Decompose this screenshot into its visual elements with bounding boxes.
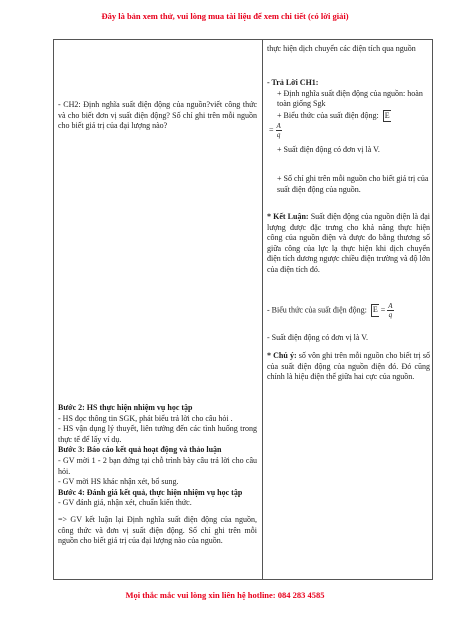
- expression-eq: =: [380, 305, 386, 315]
- expression-fraction: [387, 302, 393, 319]
- answer-block: [267, 78, 430, 195]
- fraction-numerator: A: [276, 122, 281, 131]
- step4-title: Bước 4: Đánh giá kết quả, thực hiện nhiệm vụ học tập: [58, 487, 243, 497]
- conclusion-text: Suất điện động của nguồn điện là đại lượng được đặc trưng cho khả năng thực hiện công của nguồn điện và được đo bằng thương số giữa công của lực lạ thực hiện khi dịch chuyển điện tích dương ngược chiều điện trường và độ lớn của điện tích đó.: [267, 212, 431, 274]
- conclusion-label: * Kết Luận:: [267, 212, 309, 221]
- step2-title: Bước 2: HS thực hiện nhiệm vụ học tập: [58, 403, 193, 412]
- fraction-numerator: A: [388, 302, 393, 310]
- formula-label: + Biểu thức của suất điện động:: [277, 110, 379, 120]
- step3-line: - GV mời 1 - 2 bạn đứng tại chỗ trình bày câu trả lời cho câu hỏi.: [58, 455, 257, 476]
- step2-line: - HS đọc thông tin SGK, phát biểu trả lời cho câu hỏi .: [58, 413, 233, 423]
- formula-fraction-line: [267, 122, 430, 139]
- steps-block: [58, 403, 257, 547]
- answer-title: - Trả Lời CH1:: [267, 78, 319, 87]
- step4-conclusion: => GV kết luận lại Định nghĩa suất điện động của nguồn, công thức và đơn vị suất điện động. Số chỉ ghi trên mỗi nguồn cho biết giá trị của đại lượng nào của nguồn.: [58, 514, 257, 546]
- conclusion-block: [267, 212, 430, 276]
- fraction-denominator: q: [276, 131, 281, 140]
- answer-formula-line: [267, 110, 430, 123]
- expression-symbol: E: [371, 304, 379, 317]
- step4-line: - GV đánh giá, nhận xét, chuẩn kiến thức.: [58, 498, 192, 508]
- column-divider: [262, 40, 263, 579]
- answer-unit: + Suất điện động có đơn vị là V.: [277, 145, 380, 155]
- expression-label: - Biểu thức của suất điện động:: [267, 305, 367, 315]
- answer-definition: + Định nghĩa suất điện động của nguồn: hoàn toàn giống Sgk: [277, 88, 423, 109]
- question-ch2: - CH2: Định nghĩa suất điện động của nguồn?viết công thức và cho biết đơn vị suất điện động? Số chỉ ghi trên mỗi nguồn cho biết giá trị của đại lượng nào?: [58, 100, 257, 131]
- answer-meter: + Số chỉ ghi trên mỗi nguồn cho biết giá trị của suất điện động của nguồn.: [277, 173, 429, 194]
- step2-line: - HS vận dụng lý thuyết, liên tưởng đến các tình huống trong thực tế để lấy ví dụ.: [58, 424, 257, 444]
- formula-eq: =: [269, 125, 274, 135]
- expression-line: [267, 302, 430, 319]
- note-text: số vôn ghi trên mỗi nguồn cho biết trị số của suất điện động của nguồn điện đó. Đó cũng chính là hiệu điện thế giữa hai cực của nguồn.: [267, 351, 430, 382]
- step3-title: Bước 3: Báo cáo kết quả hoạt động và thảo luận: [58, 445, 222, 455]
- note-block: [267, 351, 430, 383]
- formula-symbol: E: [383, 110, 391, 123]
- hotline-notice: Mọi thắc mắc vui lòng xin liên hệ hotline: 084 283 4585: [125, 590, 325, 600]
- fraction-denominator: q: [388, 311, 393, 319]
- top-text: thực hiện dịch chuyển các điện tích qua nguồn: [267, 44, 416, 53]
- lesson-table: [53, 39, 433, 580]
- note-label: * Chú ý:: [267, 351, 297, 360]
- formula-fraction: [276, 122, 282, 139]
- step3-line: - GV mời HS khác nhận xét, bổ sung.: [58, 477, 179, 487]
- preview-notice: Đây là bản xem thử, vui lòng mua tài liệu để xem chi tiết (có lời giải): [101, 11, 349, 21]
- unit-line: - Suất điện động có đơn vị là V.: [267, 333, 369, 342]
